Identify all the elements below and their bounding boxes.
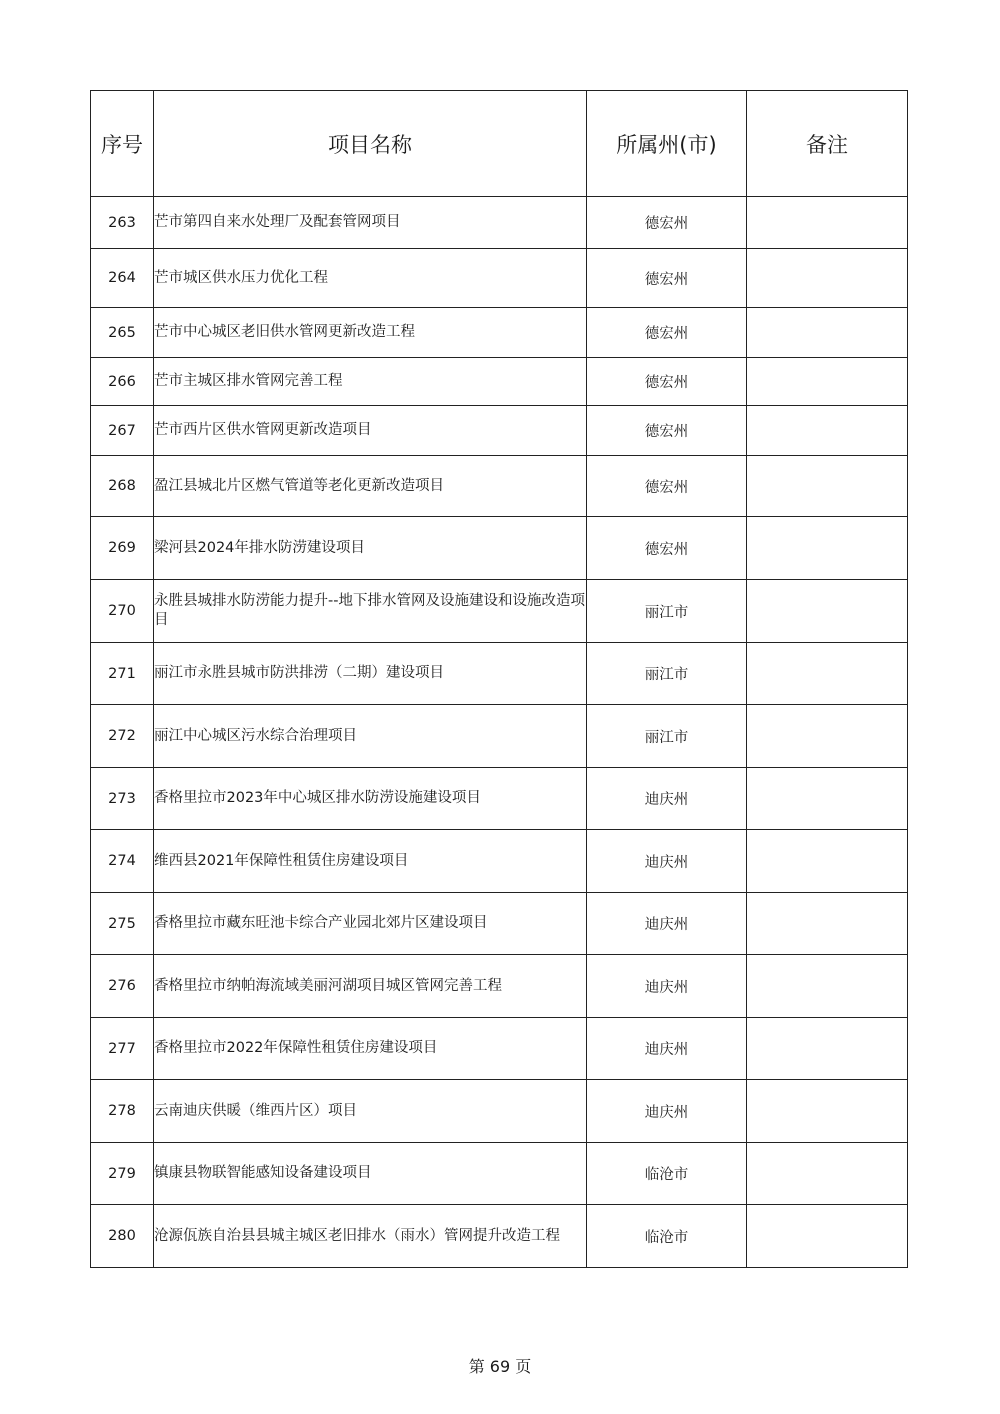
- cell-region: 德宏州: [587, 406, 747, 456]
- cell-seq: 279: [91, 1143, 154, 1205]
- cell-project-name: 芒市西片区供水管网更新改造项目: [154, 406, 587, 456]
- table-row: [91, 308, 908, 358]
- cell-project-name: 丽江市永胜县城市防洪排涝（二期）建设项目: [154, 643, 587, 705]
- cell-region: 丽江市: [587, 705, 747, 768]
- cell-project-name: 维西县2021年保障性租赁住房建设项目: [154, 830, 587, 893]
- table-row: [91, 249, 908, 308]
- cell-project-name: 丽江中心城区污水综合治理项目: [154, 705, 587, 768]
- cell-note: [747, 358, 908, 406]
- cell-region: 德宏州: [587, 517, 747, 580]
- cell-note: [747, 456, 908, 517]
- cell-note: [747, 830, 908, 893]
- cell-note: [747, 197, 908, 249]
- table-row: [91, 406, 908, 456]
- cell-note: [747, 643, 908, 705]
- table-row: [91, 517, 908, 580]
- cell-seq: 275: [91, 893, 154, 955]
- cell-project-name: 芒市中心城区老旧供水管网更新改造工程: [154, 308, 587, 358]
- cell-project-name: 镇康县物联智能感知设备建设项目: [154, 1143, 587, 1205]
- cell-region: 德宏州: [587, 456, 747, 517]
- cell-seq: 274: [91, 830, 154, 893]
- cell-seq: 276: [91, 955, 154, 1018]
- table-row: [91, 1018, 908, 1080]
- cell-region: 临沧市: [587, 1205, 747, 1268]
- cell-project-name: 芒市主城区排水管网完善工程: [154, 358, 587, 406]
- cell-seq: 264: [91, 249, 154, 308]
- cell-project-name: 芒市第四自来水处理厂及配套管网项目: [154, 197, 587, 249]
- cell-note: [747, 1018, 908, 1080]
- cell-note: [747, 1080, 908, 1143]
- cell-note: [747, 893, 908, 955]
- cell-note: [747, 768, 908, 830]
- cell-note: [747, 308, 908, 358]
- table-row: [91, 1205, 908, 1268]
- cell-region: 迪庆州: [587, 893, 747, 955]
- table-row: [91, 955, 908, 1018]
- cell-note: [747, 1205, 908, 1268]
- cell-region: 德宏州: [587, 197, 747, 249]
- cell-region: 丽江市: [587, 643, 747, 705]
- cell-region: 德宏州: [587, 249, 747, 308]
- cell-project-name: 香格里拉市纳帕海流域美丽河湖项目城区管网完善工程: [154, 955, 587, 1018]
- table-header-row: [91, 91, 908, 197]
- cell-note: [747, 580, 908, 643]
- cell-note: [747, 705, 908, 768]
- cell-region: 迪庆州: [587, 1080, 747, 1143]
- table-row: [91, 580, 908, 643]
- header-seq: 序号: [91, 91, 154, 197]
- cell-note: [747, 406, 908, 456]
- table-row: [91, 705, 908, 768]
- cell-project-name: 梁河县2024年排水防涝建设项目: [154, 517, 587, 580]
- cell-seq: 280: [91, 1205, 154, 1268]
- cell-seq: 268: [91, 456, 154, 517]
- table-row: [91, 1143, 908, 1205]
- cell-seq: 269: [91, 517, 154, 580]
- header-note: 备注: [747, 91, 908, 197]
- cell-project-name: 香格里拉市2023年中心城区排水防涝设施建设项目: [154, 768, 587, 830]
- cell-project-name: 香格里拉市2022年保障性租赁住房建设项目: [154, 1018, 587, 1080]
- page-number: 第 69 页: [468, 1357, 532, 1376]
- table-row: [91, 1080, 908, 1143]
- cell-region: 迪庆州: [587, 830, 747, 893]
- cell-seq: 278: [91, 1080, 154, 1143]
- cell-note: [747, 1143, 908, 1205]
- cell-seq: 266: [91, 358, 154, 406]
- cell-region: 迪庆州: [587, 768, 747, 830]
- table-row: [91, 830, 908, 893]
- cell-seq: 263: [91, 197, 154, 249]
- cell-project-name: 沧源佤族自治县县城主城区老旧排水（雨水）管网提升改造工程: [154, 1205, 587, 1268]
- cell-seq: 267: [91, 406, 154, 456]
- table-row: [91, 358, 908, 406]
- table-row: [91, 893, 908, 955]
- cell-project-name: 芒市城区供水压力优化工程: [154, 249, 587, 308]
- cell-region: 德宏州: [587, 308, 747, 358]
- cell-project-name: 云南迪庆供暖（维西片区）项目: [154, 1080, 587, 1143]
- table-row: [91, 456, 908, 517]
- table-row: [91, 197, 908, 249]
- header-project-name: 项目名称: [154, 91, 587, 197]
- cell-seq: 272: [91, 705, 154, 768]
- cell-note: [747, 955, 908, 1018]
- cell-seq: 270: [91, 580, 154, 643]
- cell-region: 德宏州: [587, 358, 747, 406]
- cell-seq: 265: [91, 308, 154, 358]
- cell-region: 迪庆州: [587, 955, 747, 1018]
- cell-note: [747, 249, 908, 308]
- header-region: 所属州(市): [587, 91, 747, 197]
- table-row: [91, 643, 908, 705]
- cell-project-name: 香格里拉市藏东旺池卡综合产业园北郊片区建设项目: [154, 893, 587, 955]
- cell-seq: 277: [91, 1018, 154, 1080]
- cell-project-name: 永胜县城排水防涝能力提升--地下排水管网及设施建设和设施改造项目: [154, 580, 587, 643]
- cell-region: 迪庆州: [587, 1018, 747, 1080]
- cell-note: [747, 517, 908, 580]
- cell-project-name: 盈江县城北片区燃气管道等老化更新改造项目: [154, 456, 587, 517]
- cell-region: 丽江市: [587, 580, 747, 643]
- project-table: [90, 90, 908, 1268]
- cell-region: 临沧市: [587, 1143, 747, 1205]
- table-row: [91, 768, 908, 830]
- cell-seq: 273: [91, 768, 154, 830]
- cell-seq: 271: [91, 643, 154, 705]
